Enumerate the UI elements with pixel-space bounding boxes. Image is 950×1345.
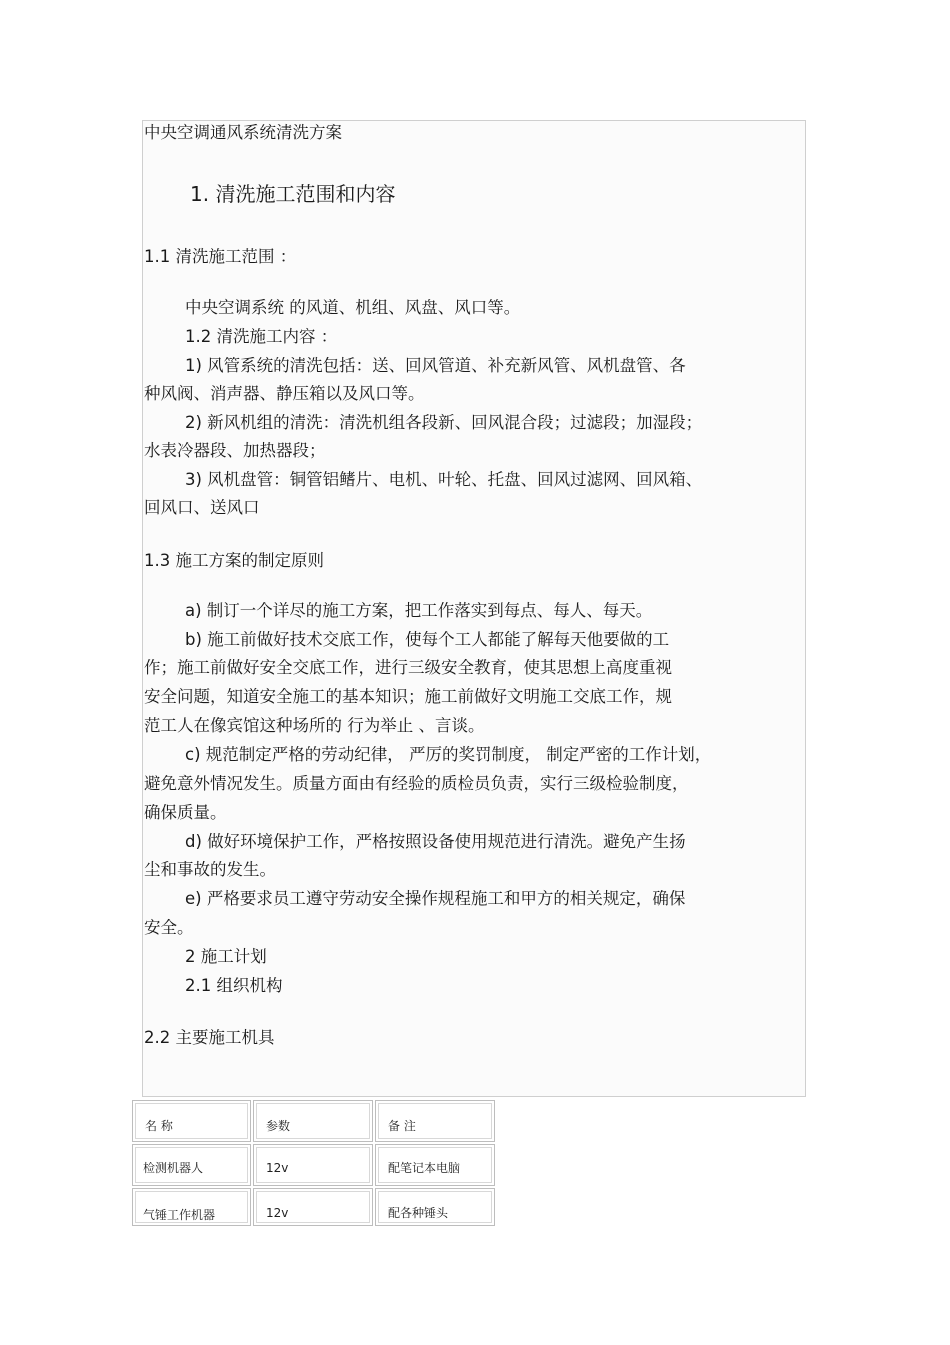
table-cell-param: 12v — [266, 1161, 289, 1175]
item-1-line-2: 种风阀、消声器、静压箱以及风口等。 — [144, 384, 425, 403]
principle-e-line-2: 安全。 — [144, 918, 194, 937]
table-cell-note: 配笔记本电脑 — [388, 1161, 461, 1175]
principle-b-line-3: 安全问题，知道安全施工的基本知识；施工前做好文明施工交底工作，规 — [144, 687, 672, 706]
item-2-line-1: 2) 新风机组的清洗：清洗机组各段新、回风混合段；过滤段；加湿段； — [185, 413, 703, 432]
item-3-line-1: 3) 风机盘管：铜管铝鳍片、电机、叶轮、托盘、回风过滤网、回风箱、 — [185, 470, 703, 489]
table-header-name: 名 称 — [145, 1119, 173, 1133]
table-cell-name: 气锤工作机器 — [143, 1208, 216, 1222]
table-row-1-cell — [132, 1144, 251, 1186]
subsection-2-2-heading: 2.2 主要施工机具 — [144, 1028, 275, 1047]
table-cell-note: 配各种锤头 — [388, 1206, 449, 1220]
table-row-1-cell — [375, 1144, 495, 1186]
item-1-line-1: 1) 风管系统的清洗包括：送、回风管道、补充新风管、风机盘管、各 — [185, 356, 686, 375]
principle-d-line-2: 尘和事故的发生。 — [144, 860, 276, 879]
subsection-1-2-heading: 1.2 清洗施工内容 ： — [185, 327, 338, 346]
principle-b-line-1: b) 施工前做好技术交底工作，使每个工人都能了解每天他要做的工 — [185, 630, 670, 649]
principle-b-line-4: 范工人在像宾馆这种场所的 行为举止 、言谈。 — [144, 716, 485, 735]
table-row-2-cell — [132, 1188, 251, 1226]
principle-d-line-1: d) 做好环境保护工作，严格按照设备使用规范进行清洗。避免产生扬 — [185, 832, 686, 851]
principle-a: a) 制订一个详尽的施工方案，把工作落实到每点、每人、每天。 — [185, 601, 653, 620]
table-header-cell — [253, 1100, 373, 1142]
table-header-note: 备 注 — [388, 1119, 416, 1133]
principle-c-line-2: 避免意外情况发生。质量方面由有经验的质检员负责，实行三级检验制度， — [144, 774, 689, 793]
section-heading-1: 1. 清洗施工范围和内容 — [190, 182, 396, 206]
table-header-param: 参数 — [266, 1119, 291, 1133]
subsection-1-3-heading: 1.3 施工方案的制定原则 — [144, 551, 324, 570]
table-cell-name: 检测机器人 — [143, 1161, 204, 1175]
item-2-line-2: 水表冷器段、加热器段； — [144, 441, 326, 460]
subsection-1-1-heading: 1.1 清洗施工范围 ： — [144, 247, 297, 266]
principle-e-line-1: e) 严格要求员工遵守劳动安全操作规程施工和甲方的相关规定，确保 — [185, 889, 686, 908]
table-row-1-cell — [253, 1144, 373, 1186]
table-header-cell — [132, 1100, 251, 1142]
principle-c-line-3: 确保质量。 — [144, 803, 227, 822]
table-row-2-cell — [253, 1188, 373, 1226]
subsection-2-1-heading: 2.1 组织机构 — [185, 976, 283, 995]
table-cell-param: 12v — [266, 1206, 289, 1220]
subsection-1-1-text: 中央空调系统 的风道、机组、风盘、风口等。 — [185, 298, 521, 317]
table-header-cell — [375, 1100, 495, 1142]
principle-b-line-2: 作；施工前做好安全交底工作，进行三级安全教育，使其思想上高度重视 — [144, 658, 672, 677]
document-title: 中央空调通风系统清洗方案 — [144, 123, 342, 142]
section-2-heading: 2 施工计划 — [185, 947, 267, 966]
item-3-line-2: 回风口、送风口 — [144, 498, 260, 517]
principle-c-line-1: c) 规范制定严格的劳动纪律， 严厉的奖罚制度， 制定严密的工作计划， — [185, 745, 712, 764]
table-row-2-cell — [375, 1188, 495, 1226]
